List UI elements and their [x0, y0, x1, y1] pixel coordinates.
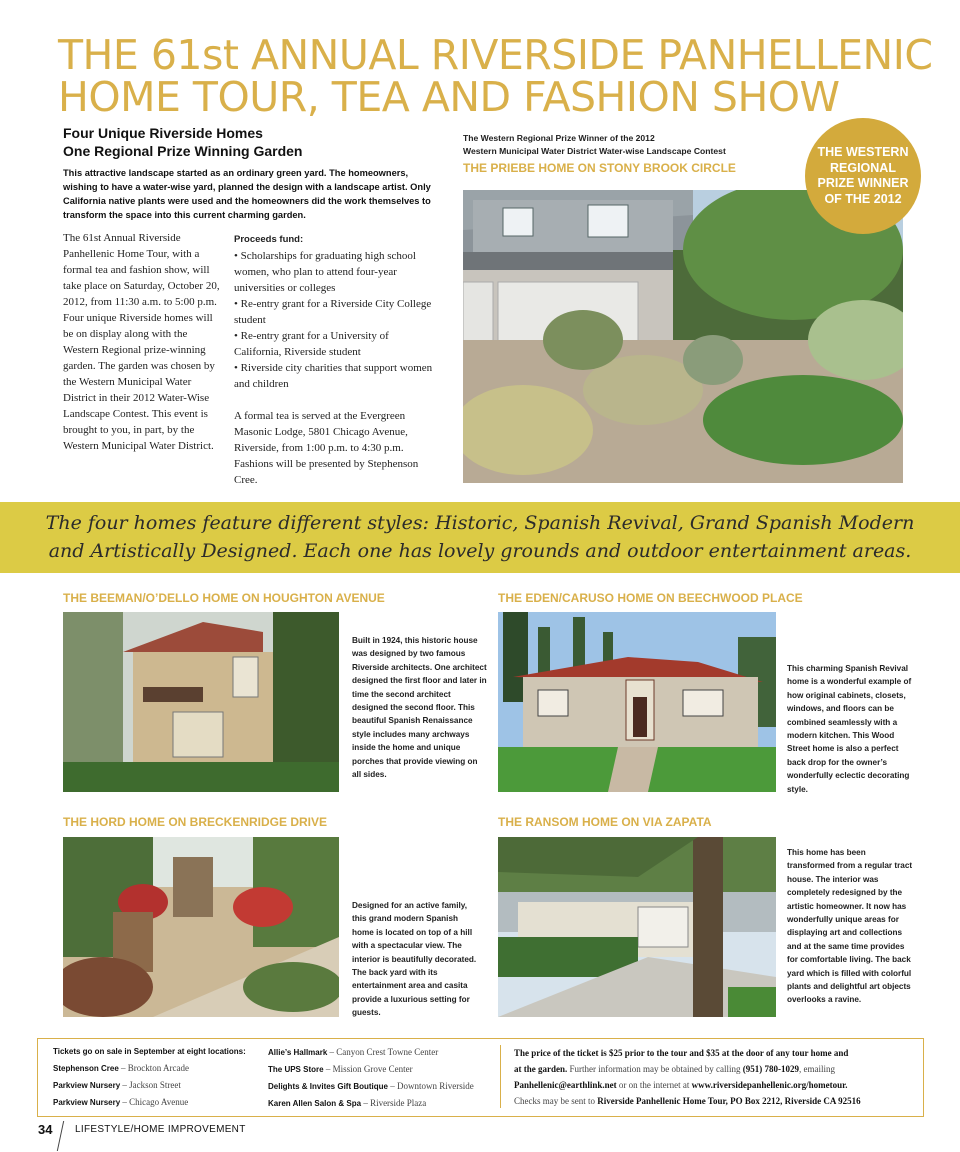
- intro-paragraph: This attractive landscape started as an ordinary green yard. The homeowners, wishing to have a water-wise yard, planned the design with a landscape artist. Only California native plants were used and the homeowners did the work themselves to transform the space into this current charming garden.: [63, 168, 431, 220]
- location-name: Karen Allen Salon & Spa: [268, 1099, 362, 1108]
- location-place: Downtown Riverside: [397, 1081, 474, 1091]
- prize-caption: [463, 132, 726, 158]
- ticket-locations-column-1: [53, 1044, 263, 1111]
- ransom-home-title: THE RANSOM HOME ON VIA ZAPATA: [498, 815, 712, 829]
- body-column-2: [234, 232, 434, 488]
- ransom-home-photo: [498, 837, 776, 1017]
- ticket-location: [268, 1095, 493, 1112]
- styles-banner: [0, 502, 960, 573]
- eden-home-description: This charming Spanish Revival home is a wonderful example of how original cabinets, closets, windows, and floors can be combined seamlessly with a modern kitchen. This Wood Street home is also a perfect back drop for the owner’s wonderfully eclectic decorating style.: [787, 664, 912, 794]
- location-dash: –: [388, 1081, 398, 1091]
- ticket-location: [268, 1061, 493, 1078]
- prize-caption-line-2: Western Municipal Water District Water-wise Landscape Contest: [463, 146, 726, 156]
- prize-caption-line-1: The Western Regional Prize Winner of the 2012: [463, 133, 655, 143]
- body-column-1: The 61st Annual Riverside Panhellenic Home Tour, with a formal tea and fashion show, will take place on Saturday, October 20, 2012, from 11:30 a.m. to 5:00 p.m. Four unique Riverside homes will be on display along with the Western Regional prize-winning garden. The garden was chosen by the Western Municipal Water District in their 2012 Water-Wise Landscape Contest. This event is brought to you, in part, by the Western Municipal Water District.: [63, 232, 220, 452]
- hord-home-title: THE HORD HOME ON BRECKENRIDGE DRIVE: [63, 815, 328, 829]
- ransom-home-description: This home has been transformed from a regular tract house. The interior was completely redesigned by the artistic homeowner. It now has wonderfully unique areas for displaying art and collections and at the same time provides for comfortable living. The back yard which is filled with colorful plants and delightful art objects overlooks a ravine.: [787, 848, 913, 1005]
- proceeds-heading: Proceeds fund:: [234, 234, 304, 245]
- folio-slash: [57, 1121, 64, 1151]
- ticket-location: [53, 1060, 263, 1077]
- proceeds-item: • Riverside city charities that support women and children: [234, 362, 433, 390]
- location-dash: –: [361, 1098, 371, 1108]
- ticket-location: [268, 1078, 493, 1095]
- email-link[interactable]: Panhellenic@earthlink.net: [514, 1080, 617, 1090]
- mailing-address: Riverside Panhellenic Home Tour, PO Box 2212, Riverside CA 92516: [597, 1096, 861, 1106]
- location-name: Allie’s Hallmark: [268, 1048, 328, 1057]
- location-place: Brockton Arcade: [127, 1063, 190, 1073]
- eden-home-title: THE EDEN/CARUSO HOME ON BEECHWOOD PLACE: [498, 591, 803, 605]
- subhead-line-2: One Regional Prize Winning Garden: [63, 143, 303, 159]
- checks-text: Checks may be sent to: [514, 1096, 598, 1106]
- location-place: Chicago Avenue: [129, 1097, 189, 1107]
- prize-winner-badge: [805, 118, 921, 234]
- banner-line-1: The four homes feature different styles: Historic, Spanish Revival, Grand Spanish Modern: [45, 512, 915, 534]
- ticket-location: [268, 1044, 493, 1061]
- location-dash: –: [120, 1097, 130, 1107]
- hord-home-photo: [63, 837, 339, 1017]
- location-name: The UPS Store: [268, 1065, 324, 1074]
- tickets-heading: Tickets go on sale in September at eight locations:: [53, 1047, 246, 1056]
- badge-text: THE WESTERN REGIONAL PRIZE WINNER OF THE 2012: [817, 145, 909, 206]
- eden-home-photo: [498, 612, 776, 792]
- location-dash: –: [120, 1080, 130, 1090]
- location-dash: –: [323, 1064, 333, 1074]
- banner-line-2: and Artistically Designed. Each one has lovely grounds and outdoor entertainment areas.: [48, 540, 912, 562]
- ticket-price-info: [514, 1045, 914, 1109]
- price-line-1: The price of the ticket is $25 prior to the tour and $35 at the door of any tour home and: [514, 1048, 849, 1058]
- website-link[interactable]: www.riversidepanhellenic.org/hometour.: [691, 1080, 848, 1090]
- ticket-location: [53, 1077, 263, 1094]
- location-place: Jackson Street: [129, 1080, 181, 1090]
- beeman-home-title: THE BEEMAN/O’DELLO HOME ON HOUGHTON AVENUE: [63, 591, 385, 605]
- location-place: Mission Grove Center: [332, 1064, 413, 1074]
- price-internet: or on the internet at: [616, 1080, 692, 1090]
- location-name: Parkview Nursery: [53, 1098, 121, 1107]
- subhead-line-1: Four Unique Riverside Homes: [63, 125, 263, 141]
- proceeds-item: • Scholarships for graduating high school women, who plan to attend four-year universities or colleges: [234, 250, 416, 294]
- ticket-locations-column-2: [268, 1044, 493, 1112]
- location-place: Riverside Plaza: [370, 1098, 427, 1108]
- beeman-home-description: Built in 1924, this historic house was designed by two famous Riverside architects. One architect designed the first floor and later in time the second architect designed the second floor. This beautiful Spanish Renaissance style includes many archways inside the home and unique porches that provide viewing on all sides.: [352, 636, 487, 780]
- location-name: Parkview Nursery: [53, 1081, 121, 1090]
- priebe-home-title: THE PRIEBE HOME ON STONY BROOK CIRCLE: [463, 161, 736, 175]
- proceeds-item: • Re-entry grant for a Riverside City College student: [234, 298, 432, 326]
- price-further-info: Further information may be obtained by calling: [567, 1064, 743, 1074]
- proceeds-item: • Re-entry grant for a University of California, Riverside student: [234, 330, 389, 358]
- location-place: Canyon Crest Towne Center: [336, 1047, 439, 1057]
- location-name: Stephenson Cree: [53, 1064, 119, 1073]
- page-number: 34: [38, 1122, 53, 1137]
- price-emailing: , emailing: [798, 1064, 835, 1074]
- title-line-1: THE 61st ANNUAL RIVERSIDE PANHELLENIC: [58, 31, 933, 79]
- price-at-garden: at the garden.: [514, 1064, 568, 1074]
- footer-divider: [500, 1045, 501, 1108]
- subheading: [63, 124, 302, 160]
- priebe-home-photo: [463, 190, 903, 483]
- phone-number: (951) 780-1029: [742, 1064, 799, 1074]
- location-dash: –: [327, 1047, 337, 1057]
- banner-text: [0, 509, 960, 565]
- title-line-2: HOME TOUR, TEA AND FASHION SHOW: [58, 73, 840, 121]
- ticket-location: [53, 1094, 263, 1111]
- location-dash: –: [118, 1063, 128, 1073]
- location-name: Delights & Invites Gift Boutique: [268, 1082, 389, 1091]
- beeman-home-photo: [63, 612, 339, 792]
- hord-home-description: Designed for an active family, this grand modern Spanish home is located on top of a hill with a spectacular view. The interior is beautifully decorated. The back yard with its entertainment area and casita provide a luxurious setting for guests.: [352, 901, 477, 1018]
- section-label: LIFESTYLE/HOME IMPROVEMENT: [75, 1124, 246, 1135]
- tea-paragraph: A formal tea is served at the Evergreen Masonic Lodge, 5801 Chicago Avenue, Riverside, from 1:00 p.m. to 4:30 p.m. Fashions will be presented by Stephenson Cree.: [234, 410, 419, 486]
- page-title: [58, 31, 938, 121]
